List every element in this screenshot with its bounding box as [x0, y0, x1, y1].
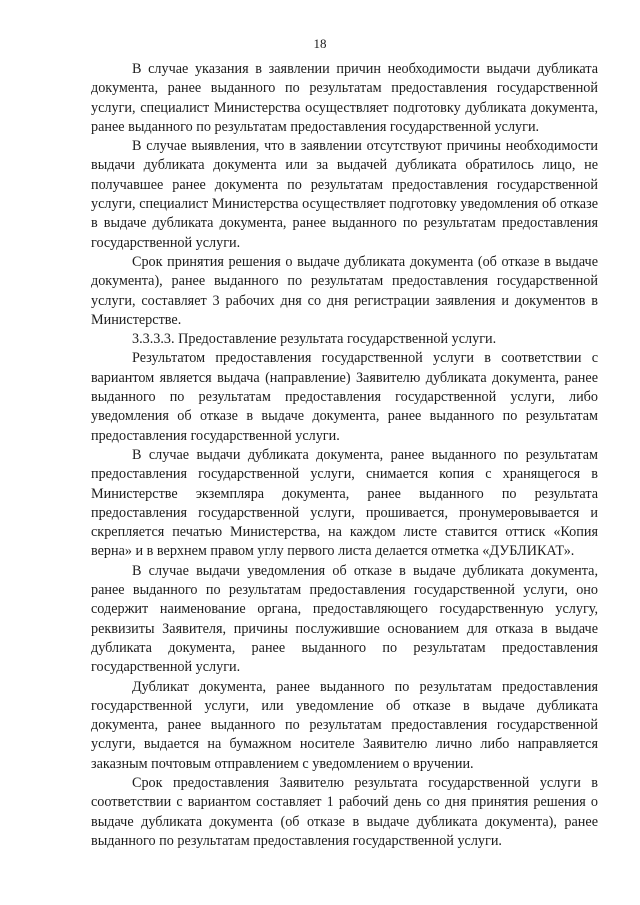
- paragraph-duplicate-issuance: В случае выдачи дубликата документа, ранее выданного по результатам предоставления государственной услуги, снимается копия с хранящегося в Министерстве экземпляра документа, ранее выданного по результата предоставления государственной услуги, прошивается, пронумеровывается и скрепляется печатью Министерства, на каждом листе ставится оттиск «Копия верна» и в верхнем правом углу первого листа делается отметка «ДУБЛИКАТ».: [91, 446, 598, 560]
- paragraph-delivery-deadline: Срок предоставления Заявителю результата государственной услуги в соответствии с вариантом составляет 1 рабочий день со дня принятия решения о выдаче дубликата документа (об отказе в выдаче дубликата документа), ранее выданного по результатам предоставления государственной услуги.: [91, 774, 598, 849]
- paragraph-decision-deadline: Срок принятия решения о выдаче дубликата документа (об отказе в выдаче документа), ранее выданного по результатам предоставления государственной услуги, составляет 3 рабочих дня со дня регистрации заявления и документов в Министерстве.: [91, 253, 598, 328]
- section-heading-3-3-3-3: 3.3.3.3. Предоставление результата государственной услуги.: [132, 331, 497, 348]
- paragraph-refusal-notice-content: В случае выдачи уведомления об отказе в выдаче дубликата документа, ранее выданного по результатам предоставления государственной услуги, оно содержит наименование органа, предоставляющего государственную услугу, реквизиты Заявителя, причины послужившие основанием для отказа в выдаче дубликата документа, ранее выданного по результатам предоставления государственной услуги.: [91, 562, 598, 676]
- paragraph-duplicate-preparation: В случае указания в заявлении причин необходимости выдачи дубликата документа, ранее выданного по результатам предоставления государственной услуги, специалист Министерства осуществляет подготовку дубликата документа, ранее выданного по результатам предоставления государственной услуги.: [91, 61, 598, 135]
- paragraph-refusal-preparation: В случае выявления, что в заявлении отсутствуют причины необходимости выдачи дубликата документа или за выдачей дубликата обратилось лицо, не получавшее ранее документа по результатам предоставления государственной услуги, специалист Министерства осуществляет подготовку уведомления об отказе в выдаче дубликата документа, ранее выданного по результатам предоставления государственной услуги.: [91, 138, 598, 251]
- document-body: [91, 60, 598, 851]
- paragraph-delivery-method: Дубликат документа, ранее выданного по результатам предоставления государственной услуги, или уведомление об отказе в выдаче дубликата документа, ранее выданного по результатам предоставления государственной услуги, выдается на бумажном носителе Заявителю лично либо направляется заказным почтовым отправлением с уведомлением о вручении.: [91, 678, 598, 772]
- page-number: 18: [313, 36, 327, 51]
- paragraph-service-result: Результатом предоставления государственной услуги в соответствии с вариантом является выдача (направление) Заявителю дубликата документа, ранее выданного по результатам предоставления государственной услуги, либо уведомления об отказе в выдаче документа, ранее выданного по результатам предоставления государственной услуги.: [91, 350, 598, 444]
